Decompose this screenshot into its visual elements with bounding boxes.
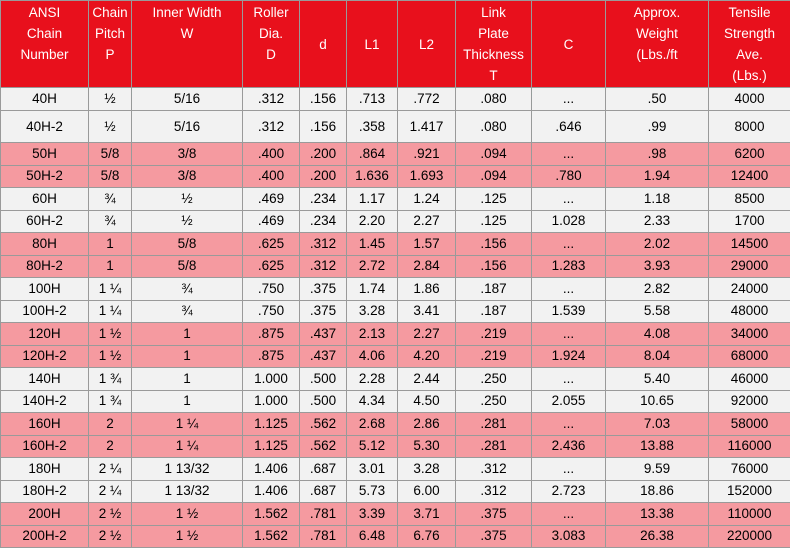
table-row: [1, 300, 790, 323]
table-cell: .156: [300, 111, 347, 143]
table-cell: 1.86: [398, 278, 456, 301]
table-cell: 6.76: [398, 525, 456, 548]
table-cell: 1: [132, 368, 243, 391]
table-cell: .625: [243, 255, 300, 278]
table-cell: .234: [300, 188, 347, 211]
table-cell: 3.083: [532, 525, 606, 548]
table-row: [1, 413, 790, 436]
table-cell: 5/8: [132, 255, 243, 278]
table-cell: .500: [300, 390, 347, 413]
table-cell: 1: [89, 233, 132, 256]
table-row: [1, 323, 790, 346]
table-cell: .400: [243, 143, 300, 166]
table-cell: 1.539: [532, 300, 606, 323]
table-cell: 1.562: [243, 525, 300, 548]
table-cell: 68000: [709, 345, 790, 368]
table-cell: 2.27: [398, 210, 456, 233]
table-cell: 3/8: [132, 165, 243, 188]
table-cell: 1.94: [606, 165, 709, 188]
table-cell: ...: [532, 368, 606, 391]
table-cell: 5.58: [606, 300, 709, 323]
table-cell: 1: [132, 345, 243, 368]
table-cell: 5/16: [132, 88, 243, 111]
table-cell: 1 ¼: [89, 300, 132, 323]
table-cell: .200: [300, 143, 347, 166]
table-cell: ...: [532, 278, 606, 301]
table-cell: 3/8: [132, 143, 243, 166]
table-cell: 3.28: [347, 300, 398, 323]
table-cell: 40H-2: [1, 111, 89, 143]
table-cell: 76000: [709, 458, 790, 481]
table-cell: .187: [456, 300, 532, 323]
table-cell: .312: [243, 88, 300, 111]
table-cell: 1 ½: [132, 503, 243, 526]
table-cell: 2.72: [347, 255, 398, 278]
table-body: [1, 88, 790, 548]
table-cell: 1 ¼: [89, 278, 132, 301]
table-cell: 3.41: [398, 300, 456, 323]
table-row: [1, 188, 790, 211]
header-l1: L1: [347, 1, 398, 88]
table-cell: 1.924: [532, 345, 606, 368]
table-cell: 5.40: [606, 368, 709, 391]
table-cell: 1 ½: [89, 345, 132, 368]
table-cell: 1 13/32: [132, 458, 243, 481]
table-row: [1, 480, 790, 503]
table-cell: ¾: [89, 210, 132, 233]
table-cell: 4.50: [398, 390, 456, 413]
table-cell: ...: [532, 188, 606, 211]
table-cell: 92000: [709, 390, 790, 413]
table-cell: 48000: [709, 300, 790, 323]
table-cell: .219: [456, 323, 532, 346]
table-cell: 10.65: [606, 390, 709, 413]
table-cell: .094: [456, 143, 532, 166]
table-cell: 1.028: [532, 210, 606, 233]
table-cell: 1.125: [243, 413, 300, 436]
table-cell: 6200: [709, 143, 790, 166]
table-cell: 220000: [709, 525, 790, 548]
table-row: [1, 345, 790, 368]
table-cell: .772: [398, 88, 456, 111]
table-cell: 1 ¾: [89, 368, 132, 391]
header-chain-pitch: Chain Pitch P: [89, 1, 132, 88]
table-cell: 2 ¼: [89, 458, 132, 481]
table-cell: 2.82: [606, 278, 709, 301]
table-row: [1, 390, 790, 413]
table-cell: 5/8: [89, 165, 132, 188]
table-cell: 1: [132, 390, 243, 413]
table-cell: 2.68: [347, 413, 398, 436]
table-cell: 1.000: [243, 390, 300, 413]
table-cell: 34000: [709, 323, 790, 346]
table-cell: 6.00: [398, 480, 456, 503]
table-cell: 4.06: [347, 345, 398, 368]
table-cell: .281: [456, 435, 532, 458]
table-cell: 1.406: [243, 480, 300, 503]
table-cell: .156: [300, 88, 347, 111]
table-cell: 8000: [709, 111, 790, 143]
table-cell: 2.44: [398, 368, 456, 391]
table-cell: 2.723: [532, 480, 606, 503]
table-cell: 1.125: [243, 435, 300, 458]
table-cell: ½: [132, 210, 243, 233]
table-cell: .780: [532, 165, 606, 188]
table-cell: .875: [243, 323, 300, 346]
table-cell: .375: [300, 278, 347, 301]
header-chain-number: ANSI Chain Number: [1, 1, 89, 88]
table-row: [1, 233, 790, 256]
table-cell: .562: [300, 435, 347, 458]
table-cell: 14500: [709, 233, 790, 256]
table-cell: 1.24: [398, 188, 456, 211]
table-cell: 5.30: [398, 435, 456, 458]
header-tensile-strength: Tensile Strength Ave. (Lbs.): [709, 1, 790, 88]
table-cell: .234: [300, 210, 347, 233]
table-cell: 3.01: [347, 458, 398, 481]
table-cell: .080: [456, 88, 532, 111]
table-cell: 3.28: [398, 458, 456, 481]
table-cell: 1 ½: [132, 525, 243, 548]
table-cell: .437: [300, 345, 347, 368]
table-cell: .781: [300, 525, 347, 548]
table-row: [1, 278, 790, 301]
table-cell: 13.38: [606, 503, 709, 526]
table-row: [1, 435, 790, 458]
table-cell: 2.33: [606, 210, 709, 233]
table-cell: 2.27: [398, 323, 456, 346]
table-cell: 1.17: [347, 188, 398, 211]
table-cell: .875: [243, 345, 300, 368]
table-cell: .646: [532, 111, 606, 143]
table-cell: 12400: [709, 165, 790, 188]
table-cell: 60H: [1, 188, 89, 211]
table-cell: .375: [456, 525, 532, 548]
table-cell: 3.39: [347, 503, 398, 526]
table-cell: 160H-2: [1, 435, 89, 458]
table-cell: 2.20: [347, 210, 398, 233]
table-cell: .312: [456, 480, 532, 503]
table-cell: 60H-2: [1, 210, 89, 233]
table-cell: 2 ¼: [89, 480, 132, 503]
table-cell: 200H-2: [1, 525, 89, 548]
table-cell: 4.08: [606, 323, 709, 346]
table-cell: 26.38: [606, 525, 709, 548]
table-cell: .713: [347, 88, 398, 111]
table-cell: ...: [532, 458, 606, 481]
table-cell: ...: [532, 233, 606, 256]
table-cell: .750: [243, 300, 300, 323]
table-cell: 5/16: [132, 111, 243, 143]
table-cell: 4000: [709, 88, 790, 111]
table-cell: .219: [456, 345, 532, 368]
table-cell: 1 13/32: [132, 480, 243, 503]
table-cell: .98: [606, 143, 709, 166]
table-cell: 1.417: [398, 111, 456, 143]
table-cell: ¾: [89, 188, 132, 211]
table-cell: 180H-2: [1, 480, 89, 503]
table-cell: .200: [300, 165, 347, 188]
table-cell: 100H: [1, 278, 89, 301]
table-cell: 120H-2: [1, 345, 89, 368]
table-row: [1, 458, 790, 481]
table-cell: .358: [347, 111, 398, 143]
table-cell: 180H: [1, 458, 89, 481]
table-row: [1, 88, 790, 111]
table-row: [1, 210, 790, 233]
table-cell: 1.000: [243, 368, 300, 391]
table-cell: .312: [456, 458, 532, 481]
table-cell: .125: [456, 188, 532, 211]
table-row: [1, 143, 790, 166]
table-cell: 5.73: [347, 480, 398, 503]
table-cell: ...: [532, 88, 606, 111]
header-approx-weight: Approx. Weight (Lbs./ft: [606, 1, 709, 88]
table-cell: 2.84: [398, 255, 456, 278]
table-cell: 1.406: [243, 458, 300, 481]
table-cell: 1 ¾: [89, 390, 132, 413]
table-cell: 4.34: [347, 390, 398, 413]
table-cell: ½: [89, 111, 132, 143]
table-cell: 80H: [1, 233, 89, 256]
table-cell: 1 ¼: [132, 413, 243, 436]
table-cell: .312: [243, 111, 300, 143]
table-cell: .250: [456, 390, 532, 413]
table-cell: 140H: [1, 368, 89, 391]
table-cell: 1.636: [347, 165, 398, 188]
table-cell: .864: [347, 143, 398, 166]
table-cell: .094: [456, 165, 532, 188]
table-cell: 1.562: [243, 503, 300, 526]
table-cell: .781: [300, 503, 347, 526]
table-cell: 1.693: [398, 165, 456, 188]
table-cell: 140H-2: [1, 390, 89, 413]
table-row: [1, 255, 790, 278]
table-cell: ...: [532, 413, 606, 436]
table-cell: .687: [300, 480, 347, 503]
table-cell: 80H-2: [1, 255, 89, 278]
table-cell: 1.74: [347, 278, 398, 301]
table-cell: .125: [456, 210, 532, 233]
header-link-plate-thickness: Link Plate Thickness T: [456, 1, 532, 88]
table-cell: 2: [89, 413, 132, 436]
table-cell: 29000: [709, 255, 790, 278]
table-cell: 1.57: [398, 233, 456, 256]
table-cell: .281: [456, 413, 532, 436]
header-d: d: [300, 1, 347, 88]
table-cell: 46000: [709, 368, 790, 391]
table-cell: 4.20: [398, 345, 456, 368]
table-row: [1, 165, 790, 188]
table-cell: 160H: [1, 413, 89, 436]
table-cell: .500: [300, 368, 347, 391]
table-cell: 50H-2: [1, 165, 89, 188]
table-cell: .50: [606, 88, 709, 111]
table-cell: 3.93: [606, 255, 709, 278]
table-cell: 1 ½: [89, 323, 132, 346]
table-cell: 1.283: [532, 255, 606, 278]
table-cell: 2.13: [347, 323, 398, 346]
header-row: [1, 1, 790, 88]
table-cell: 40H: [1, 88, 89, 111]
table-cell: 24000: [709, 278, 790, 301]
table-cell: 5/8: [89, 143, 132, 166]
table-cell: 7.03: [606, 413, 709, 436]
table-cell: 2 ½: [89, 503, 132, 526]
header-l2: L2: [398, 1, 456, 88]
table-cell: .312: [300, 233, 347, 256]
table-cell: .625: [243, 233, 300, 256]
header-c: C: [532, 1, 606, 88]
table-cell: 5.12: [347, 435, 398, 458]
table-cell: .375: [456, 503, 532, 526]
table-cell: .156: [456, 255, 532, 278]
table-cell: .080: [456, 111, 532, 143]
table-cell: .921: [398, 143, 456, 166]
table-cell: ...: [532, 143, 606, 166]
table-cell: ½: [89, 88, 132, 111]
table-cell: 1700: [709, 210, 790, 233]
table-cell: .562: [300, 413, 347, 436]
table-cell: .469: [243, 210, 300, 233]
table-cell: 58000: [709, 413, 790, 436]
table-cell: ...: [532, 503, 606, 526]
table-row: [1, 503, 790, 526]
table-cell: 2.86: [398, 413, 456, 436]
table-cell: 3.71: [398, 503, 456, 526]
table-cell: 13.88: [606, 435, 709, 458]
table-cell: 200H: [1, 503, 89, 526]
table-cell: .187: [456, 278, 532, 301]
table-cell: 5/8: [132, 233, 243, 256]
table-row: [1, 368, 790, 391]
table-cell: ½: [132, 188, 243, 211]
table-cell: 9.59: [606, 458, 709, 481]
table-cell: 1.18: [606, 188, 709, 211]
table-cell: 1: [132, 323, 243, 346]
table-cell: 2.28: [347, 368, 398, 391]
table-cell: .375: [300, 300, 347, 323]
header-inner-width: Inner Width W: [132, 1, 243, 88]
table-cell: 18.86: [606, 480, 709, 503]
table-row: [1, 525, 790, 548]
table-cell: 100H-2: [1, 300, 89, 323]
table-cell: 1 ¼: [132, 435, 243, 458]
table-cell: .400: [243, 165, 300, 188]
table-cell: 2.055: [532, 390, 606, 413]
table-cell: 2.02: [606, 233, 709, 256]
table-cell: .156: [456, 233, 532, 256]
table-cell: 8500: [709, 188, 790, 211]
table-cell: ...: [532, 323, 606, 346]
table-cell: .687: [300, 458, 347, 481]
table-cell: 1.45: [347, 233, 398, 256]
table-cell: 6.48: [347, 525, 398, 548]
table-cell: 2: [89, 435, 132, 458]
table-cell: .250: [456, 368, 532, 391]
table-cell: 8.04: [606, 345, 709, 368]
table-cell: .469: [243, 188, 300, 211]
table-cell: 2 ½: [89, 525, 132, 548]
table-cell: 120H: [1, 323, 89, 346]
table-cell: 2.436: [532, 435, 606, 458]
table-cell: .750: [243, 278, 300, 301]
table-cell: .99: [606, 111, 709, 143]
table-cell: 116000: [709, 435, 790, 458]
header-roller-dia: Roller Dia. D: [243, 1, 300, 88]
table-cell: 152000: [709, 480, 790, 503]
table-cell: 50H: [1, 143, 89, 166]
table-row: [1, 111, 790, 143]
table-cell: .312: [300, 255, 347, 278]
table-cell: 110000: [709, 503, 790, 526]
table-cell: .437: [300, 323, 347, 346]
table-cell: 1: [89, 255, 132, 278]
table-cell: ¾: [132, 278, 243, 301]
table-cell: ¾: [132, 300, 243, 323]
